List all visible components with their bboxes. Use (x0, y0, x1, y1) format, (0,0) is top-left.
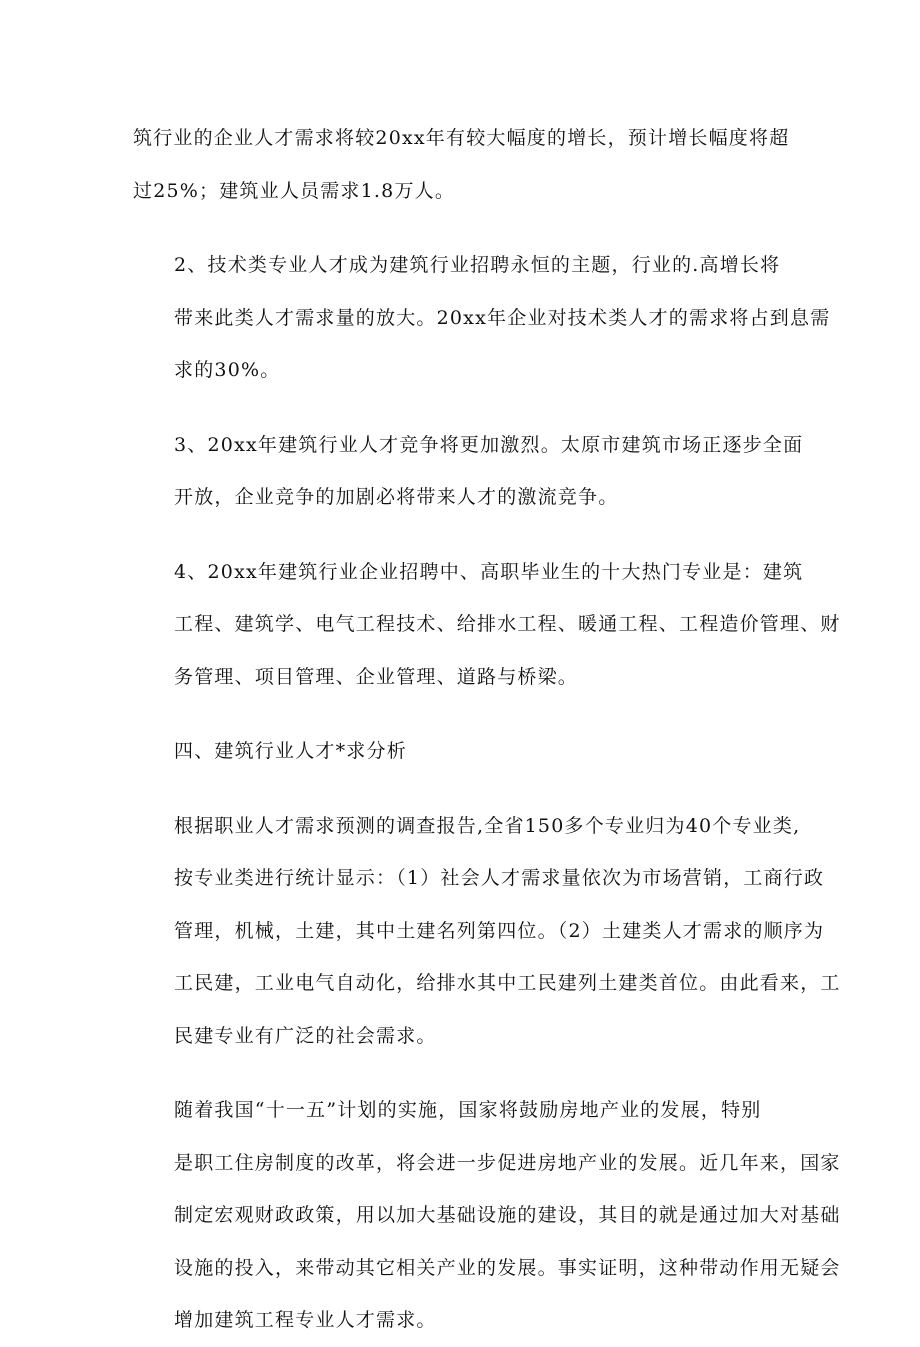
text-line: 带来此类人才需求量的放大。20xx年企业对技术类人才的需求将占到息需 (174, 306, 831, 329)
text-line: 根据职业人才需求预测的调查报告,全省150多个专业归为40个专业类, (174, 814, 801, 837)
text-line: 按专业类进行统计显示：（1）社会人才需求量依次为市场营销，工商行政 (174, 867, 825, 889)
paragraph-five-year-plan (133, 1084, 841, 1347)
text-line: 管理，机械，土建，其中土建名列第四位。（2）土建类人才需求的顺序为 (174, 919, 825, 942)
section-heading-4 (133, 725, 800, 778)
paragraph-survey-report (133, 800, 841, 1063)
text-line: 开放，企业竞争的加剧必将带来人才的激流竞争。 (174, 486, 619, 508)
text-line: 务管理、项目管理、企业管理、道路与桥梁。 (174, 665, 579, 688)
text-line: 随着我国“十一五”计划的实施，国家将鼓励房地产业的发展，特别 (174, 1099, 762, 1121)
text-line: 制定宏观财政政策，用以加大基础设施的建设，其目的就是通过加大对基础 (174, 1204, 841, 1226)
text-line: 2、技术类专业人才成为建筑行业招聘永恒的主题，行业的.高增长将 (174, 254, 781, 276)
text-line: 3、20xx年建筑行业人才竞争将更加激烈。太原市建筑市场正逐步全面 (174, 433, 804, 456)
paragraph-demand-growth (133, 112, 800, 217)
text-line: 是职工住房制度的改革，将会进一步促进房地产业的发展。近几年来，国家 (174, 1151, 841, 1174)
heading-text: 四、建筑行业人才*求分析 (174, 740, 407, 762)
text-line: 民建专业有广泛的社会需求。 (174, 1024, 437, 1047)
text-line: 增加建筑工程专业人才需求。 (174, 1309, 437, 1331)
paragraph-item-2-technical-talent (133, 239, 831, 397)
paragraph-item-3-competition (133, 419, 804, 524)
text-line: 设施的投入，来带动其它相关产业的发展。事实证明，这种带动作用无疑会 (174, 1256, 841, 1279)
text-line: 4、20xx年建筑行业企业招聘中、高职毕业生的十大热门专业是：建筑 (174, 560, 804, 583)
text-line: 过25%；建筑业人员需求1.8万人。 (133, 179, 456, 202)
text-line: 求的30%。 (174, 359, 281, 381)
paragraph-item-4-hot-majors (133, 546, 841, 704)
text-line: 工民建，工业电气自动化，给排水其中工民建列土建类首位。由此看来，工 (174, 972, 841, 994)
text-line: 筑行业的企业人才需求将较20xx年有较大幅度的增长，预计增长幅度将超 (133, 127, 790, 149)
text-line: 工程、建筑学、电气工程技术、给排水工程、暖通工程、工程造价管理、财 (174, 613, 841, 635)
